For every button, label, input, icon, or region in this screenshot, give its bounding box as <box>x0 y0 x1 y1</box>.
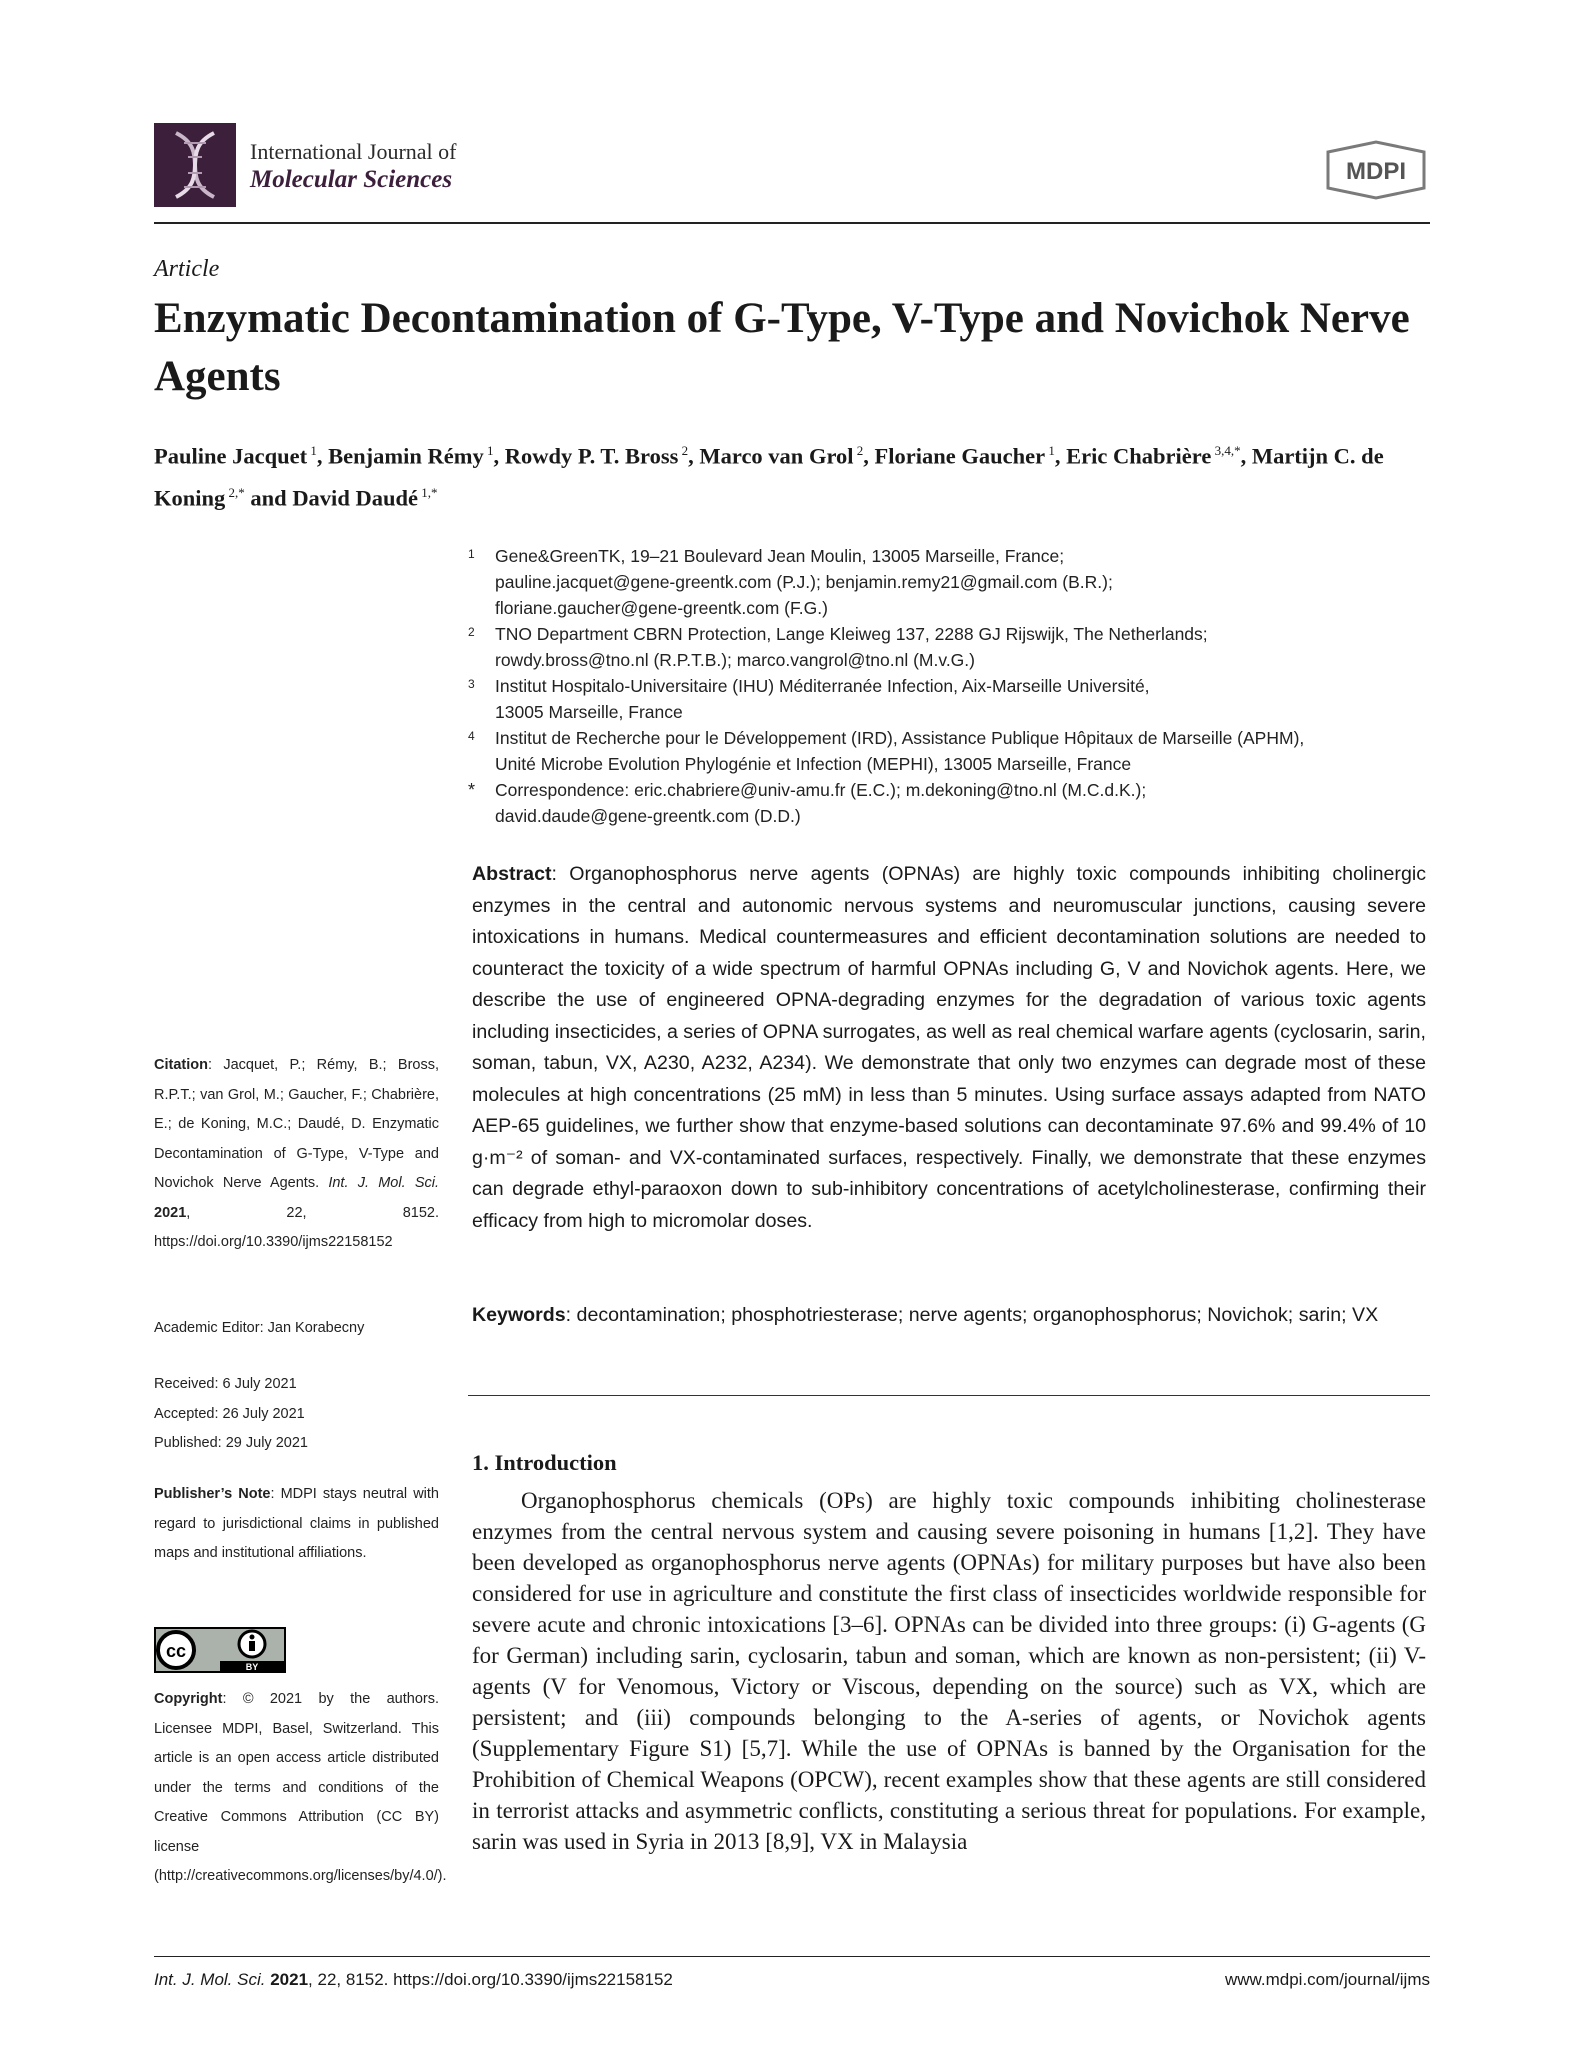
author-affiliation-mark: 1,* <box>417 484 438 500</box>
affiliation-line: Unité Microbe Evolution Phylogénie et Infection (MEPHI), 13005 Marseille, France <box>495 754 1132 774</box>
footer-year: 2021 <box>270 1970 309 1989</box>
author-name: Eric Chabrière <box>1066 443 1212 469</box>
author-affiliation-mark: 2 <box>678 443 689 458</box>
citation-text: : Jacquet, P.; Rémy, B.; Bross, R.P.T.; van Grol, M.; Gaucher, F.; Chabrière, E.; de Koning, M.C.; Daudé, D. Enzymatic Decontamination of G-Type, V-Type and Novichok Nerve Agents. <box>154 1057 439 1191</box>
affiliation-item <box>468 673 1428 725</box>
svg-text:cc: cc <box>165 1641 187 1661</box>
affiliations <box>468 543 1428 829</box>
affiliation-mark: 1 <box>468 547 475 561</box>
section-divider <box>468 1395 1430 1396</box>
footer-rule <box>154 1956 1430 1957</box>
author-name: Marco van Grol <box>699 443 854 469</box>
abstract-text: : Organophosphorus nerve agents (OPNAs) are highly toxic compounds inhibiting cholinergic enzymes in the central and autonomic nervous systems and neuromuscular junctions, causing severe intoxications in humans. Medical countermeasures and efficient decontamination solutions are needed to counteract the toxicity of a wide spectrum of harmful OPNAs including G, V and Novichok agents. Here, we describe the use of engineered OPNA-degrading enzymes for the degradation of various toxic agents including insecticides, a series of OPNA surrogates, as well as real chemical warfare agents (cyclosarin, sarin, soman, tabun, VX, A230, A232, A234). We demonstrate that only two enzymes can degrade most of these molecules at high concentrations (25 mM) in less than 5 minutes. Using surface assays adapted from NATO AEP-65 guidelines, we further show that enzyme-based solutions can decontaminate 97.6% and 99.4% of 10 g·m⁻² of soman- and VX-contaminated surfaces, respectively. Finally, we demonstrate that these enzymes can degrade ethyl-paraoxon down to sub-inhibitory concentrations of acetylcholinesterase, confirming their efficacy from high to micromolar doses. <box>472 863 1426 1232</box>
affiliation-item <box>468 777 1428 829</box>
keywords <box>472 1300 1426 1332</box>
copyright-text: : © 2021 by the authors. Licensee MDPI, Basel, Switzerland. This article is an open access article distributed under the terms and conditions of the Creative Commons Attribution (CC BY) license (http://creativecommons.org/licenses/by/4.0/). <box>154 1691 447 1884</box>
journal-name-line1: International Journal of <box>250 139 457 164</box>
article-title: Enzymatic Decontamination of G-Type, V-Type and Novichok Nerve Agents <box>154 295 1410 400</box>
introduction-body <box>472 1485 1426 1857</box>
abstract <box>472 859 1426 1237</box>
footer-journal: Int. J. Mol. Sci. <box>154 1970 266 1989</box>
copyright-block <box>154 1685 447 1892</box>
affiliation-mark: * <box>468 780 476 800</box>
keywords-text: : decontamination; phosphotriesterase; nerve agents; organophosphorus; Novichok; sarin; VX <box>565 1304 1379 1326</box>
affiliation-mark: 4 <box>468 729 475 743</box>
affiliation-mark: 3 <box>468 677 475 691</box>
dates-block <box>154 1370 439 1459</box>
author-affiliation-mark: 2,* <box>225 484 245 500</box>
author-affiliation-mark: 1 <box>307 443 317 458</box>
dna-helix-icon <box>154 123 236 207</box>
journal-name <box>250 138 457 194</box>
header-rule <box>154 222 1430 224</box>
received-date: Received: 6 July 2021 <box>154 1376 297 1392</box>
affiliation-line: pauline.jacquet@gene-greentk.com (P.J.); benjamin.remy21@gmail.com (B.R.); <box>495 572 1113 592</box>
citation-journal: Int. J. Mol. Sci. <box>328 1175 439 1191</box>
affiliation-line: Institut Hospitalo-Universitaire (IHU) Méditerranée Infection, Aix-Marseille Université, <box>495 676 1150 696</box>
affiliation-line: Institut de Recherche pour le Développement (IRD), Assistance Publique Hôpitaux de Marseille (APHM), <box>495 728 1305 748</box>
cc-by-license-icon[interactable] <box>154 1627 286 1673</box>
publisher-note <box>154 1480 439 1569</box>
citation-doi[interactable]: , 22, 8152. https://doi.org/10.3390/ijms22158152 <box>154 1204 439 1250</box>
affiliation-line: floriane.gaucher@gene-greentk.com (F.G.) <box>495 598 828 618</box>
footer-citation <box>154 1970 673 1990</box>
citation-block <box>154 1051 439 1258</box>
author-affiliation-mark: 3,4,* <box>1211 443 1241 458</box>
article-type: Article <box>154 256 220 282</box>
author-name: Floriane Gaucher <box>874 443 1046 469</box>
publisher-logo-text: MDPI <box>1346 158 1406 185</box>
footer-doi[interactable]: , 22, 8152. https://doi.org/10.3390/ijms22158152 <box>308 1970 673 1989</box>
affiliation-item <box>468 543 1428 621</box>
copyright-label: Copyright <box>154 1691 223 1707</box>
author-affiliation-mark: 1 <box>483 443 494 458</box>
author-affiliation-mark: 1 <box>1045 443 1055 458</box>
author-name: Benjamin Rémy <box>328 443 484 469</box>
svg-text:BY: BY <box>245 1662 259 1672</box>
affiliation-line: 13005 Marseille, France <box>495 702 683 722</box>
publisher-note-text: : MDPI stays neutral with regard to jurisdictional claims in published maps and institutional affiliations. <box>154 1486 440 1561</box>
journal-name-line2: Molecular Sciences <box>250 166 453 193</box>
introduction-paragraph: Organophosphorus chemicals (OPs) are highly toxic compounds inhibiting cholinesterase enzymes from the central nervous system and causing severe poisoning in humans [1,2]. They have been developed as organophosphorus nerve agents (OPNAs) for military purposes but have also been considered for use in agriculture and constitute the first class of insecticides worldwide responsible for severe acute and chronic intoxications [3–6]. OPNAs can be divided into three groups: (i) G-agents (G for German) including sarin, cyclosarin, tabun and soman, which are known as non-persistent; (ii) V-agents (V for Venomous, Victory or Viscous, depending on the source) such as VX, which are persistent; and (iii) compounds belonging to the A-series of agents, or Novichok agents (Supplementary Figure S1) [5,7]. While the use of OPNAs is banned by the Organisation for the Prohibition of Chemical Weapons (OPCW), recent examples show that these agents are still considered in terrorist attacks and asymmetric conflicts, constituting a serious threat for populations. For example, sarin was used in Syria in 2013 [8,9], VX in Malaysia <box>472 1488 1426 1854</box>
publisher-note-label: Publisher’s Note <box>154 1486 271 1502</box>
author-name: Pauline Jacquet <box>154 443 308 469</box>
affiliation-line: TNO Department CBRN Protection, Lange Kleiweg 137, 2288 GJ Rijswijk, The Netherlands; <box>495 624 1208 644</box>
citation-label: Citation <box>154 1057 208 1073</box>
affiliation-line: Correspondence: eric.chabriere@univ-amu.fr (E.C.); m.dekoning@tno.nl (M.C.d.K.); <box>495 780 1147 800</box>
affiliation-item <box>468 621 1428 673</box>
affiliation-line: Gene&GreenTK, 19–21 Boulevard Jean Moulin, 13005 Marseille, France; <box>495 546 1065 566</box>
keywords-label: Keywords <box>472 1304 566 1326</box>
academic-editor: Academic Editor: Jan Korabecny <box>154 1320 365 1336</box>
published-date: Published: 29 July 2021 <box>154 1435 308 1451</box>
author-name: David Daudé <box>292 485 418 510</box>
publisher-logo <box>1322 140 1430 200</box>
author-list: Pauline Jacquet $^1$, Benjamin Rémy $^1$, Rowdy P. T. Bross $^2$, Marco van Grol $^2$, Floriane Gaucher $^1$, Eric Chabrière $^{3,4,*}$, Martijn C. de Koning $^{2,*}$ and David Daudé $^{1,*}$ <box>154 443 1384 510</box>
footer-journal-url[interactable]: www.mdpi.com/journal/ijms <box>1225 1970 1430 1989</box>
author-affiliation-mark: 2 <box>853 443 864 458</box>
author-name: Martijn C. de Koning <box>154 443 1384 510</box>
affiliation-line: rowdy.bross@tno.nl (R.P.T.B.); marco.vangrol@tno.nl (M.v.G.) <box>495 650 975 670</box>
affiliation-mark: 2 <box>468 625 475 639</box>
accepted-date: Accepted: 26 July 2021 <box>154 1405 305 1422</box>
affiliation-line: david.daude@gene-greentk.com (D.D.) <box>495 806 801 826</box>
author-name: Rowdy P. T. Bross <box>504 443 679 469</box>
abstract-label: Abstract <box>472 863 552 885</box>
affiliation-item <box>468 725 1428 777</box>
section-heading-introduction: 1. Introduction <box>472 1450 617 1475</box>
citation-year: 2021 <box>154 1204 187 1221</box>
journal-logo <box>154 123 236 207</box>
